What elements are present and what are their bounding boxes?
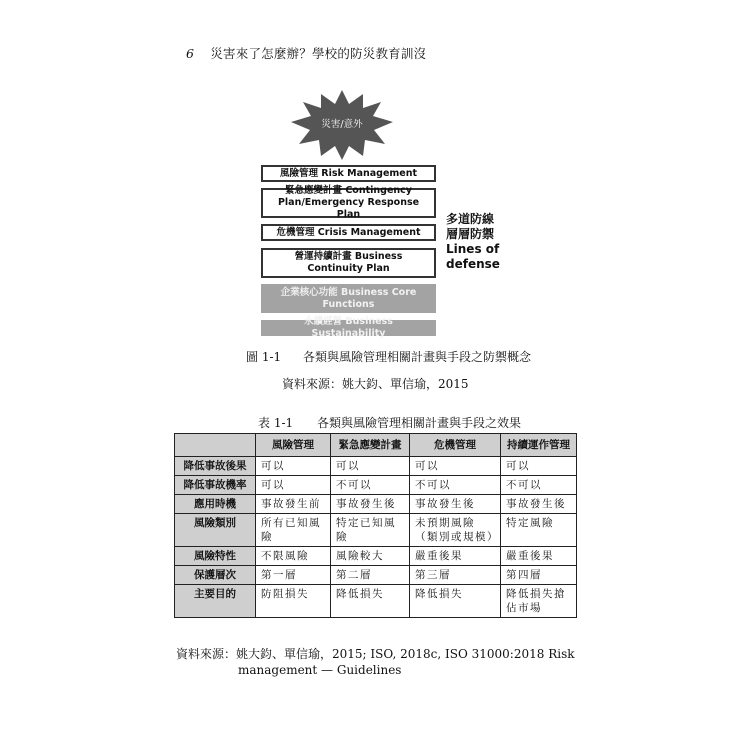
table-header-row	[175, 434, 577, 457]
row-label: 風險特性	[175, 547, 256, 566]
table-cell: 不可以	[410, 476, 501, 495]
table-row	[175, 585, 577, 618]
book-title: 災害來了怎麼辦？學校的防災教育訓沒	[210, 46, 427, 61]
row-label: 應用時機	[175, 495, 256, 514]
running-head	[186, 44, 426, 62]
row-label: 風險類別	[175, 514, 256, 547]
table-cell: 可以	[256, 457, 331, 476]
table-row	[175, 547, 577, 566]
disaster-burst-icon	[287, 88, 397, 160]
table-cell: 降低損失	[410, 585, 501, 618]
table-cell: 可以	[501, 457, 577, 476]
table-cell: 不可以	[331, 476, 410, 495]
layer-crisis-management: 危機管理 Crisis Management	[261, 224, 436, 241]
table-row	[175, 495, 577, 514]
table-cell: 降低損失	[331, 585, 410, 618]
table-row	[175, 457, 577, 476]
table-row	[175, 476, 577, 495]
layer-business-core: 企業核心功能 Business Core Functions	[261, 284, 436, 313]
row-label: 降低事故後果	[175, 457, 256, 476]
table-cell: 嚴重後果	[410, 547, 501, 566]
figure-caption-label: 圖 1-1	[246, 350, 282, 364]
header-cell: 緊急應變計畫	[331, 434, 410, 457]
table-cell: 風險較大	[331, 547, 410, 566]
table-row	[175, 566, 577, 585]
header-cell: 持續運作管理	[501, 434, 577, 457]
figure-source: 資料來源：姚大鈞、單信瑜，2015	[282, 377, 469, 391]
header-cell: 風險管理	[256, 434, 331, 457]
table-caption-label: 表 1-1	[258, 416, 294, 430]
table-cell: 事故發生前	[256, 495, 331, 514]
table-cell: 第一層	[256, 566, 331, 585]
defense-line: defense	[446, 257, 500, 271]
defense-line: Lines of	[446, 242, 500, 256]
layer-business-continuity: 營運持續計畫 Business Continuity Plan	[261, 248, 436, 278]
table-cell: 第三層	[410, 566, 501, 585]
table-cell: 事故發生後	[410, 495, 501, 514]
table-caption-text: 各類與風險管理相關計畫與手段之效果	[316, 416, 521, 430]
defense-line: 多道防線	[446, 212, 495, 226]
figure-caption	[246, 348, 531, 365]
table-cell: 降低損失搶佔市場	[501, 585, 577, 618]
table-cell: 嚴重後果	[501, 547, 577, 566]
row-label: 降低事故機率	[175, 476, 256, 495]
header-cell: 危機管理	[410, 434, 501, 457]
table-row	[175, 514, 577, 547]
table-cell: 第四層	[501, 566, 577, 585]
table-cell: 特定已知風險	[331, 514, 410, 547]
table-cell: 防阻損失	[256, 585, 331, 618]
defense-label	[446, 212, 500, 272]
row-label: 保護層次	[175, 566, 256, 585]
table-cell: 所有已知風險	[256, 514, 331, 547]
figure-caption-text: 各類與風險管理相關計畫與手段之防禦概念	[302, 350, 531, 364]
table-cell: 第二層	[331, 566, 410, 585]
table-cell: 可以	[331, 457, 410, 476]
layer-contingency-plan: 緊急應變計畫 Contingency Plan/Emergency Response Plan	[261, 188, 436, 218]
table-source	[176, 646, 596, 678]
table-cell: 不限風險	[256, 547, 331, 566]
layer-risk-management: 風險管理 Risk Management	[261, 165, 436, 182]
page-number: 6	[186, 46, 195, 61]
risk-table	[174, 433, 577, 618]
layer-business-sustainability: 永續經營 Business Sustainability	[261, 320, 436, 336]
table-source-line: 資料來源：姚大鈞、單信瑜，2015; ISO, 2018c, ISO 31000:2018 Risk	[176, 647, 575, 661]
table-cell: 可以	[256, 476, 331, 495]
table-cell: 事故發生後	[501, 495, 577, 514]
burst-label: 災害/意外	[321, 119, 363, 130]
table-cell: 不可以	[501, 476, 577, 495]
row-label: 主要目的	[175, 585, 256, 618]
table-caption	[258, 414, 521, 431]
table-cell: 特定風險	[501, 514, 577, 547]
table-cell: 事故發生後	[331, 495, 410, 514]
table-source-line: management — Guidelines	[238, 663, 402, 677]
table-cell: 可以	[410, 457, 501, 476]
table-cell: 未預期風險（類別或規模）	[410, 514, 501, 547]
defense-line: 層層防禦	[446, 227, 495, 241]
header-cell	[175, 434, 256, 457]
